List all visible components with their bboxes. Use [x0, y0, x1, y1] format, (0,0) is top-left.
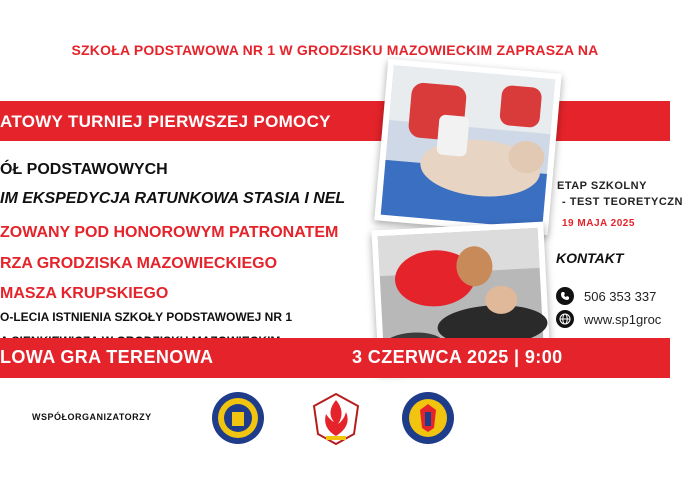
tournament-title: ATOWY TURNIEJ PIERWSZEJ POMOCY	[0, 112, 331, 131]
info-line-1: ÓŁ PODSTAWOWYCH	[0, 161, 168, 178]
contact-website[interactable]: www.sp1groc	[584, 311, 662, 327]
info-line-6: O-LECIA ISTNIENIA SZKOŁY PODSTAWOWEJ NR 1	[0, 310, 293, 324]
stage-label: ETAP SZKOLNY	[557, 180, 647, 192]
stage-date: 19 MAJA 2025	[562, 218, 635, 229]
contact-phone-row[interactable]	[556, 286, 656, 306]
phone-icon	[556, 287, 574, 305]
contact-website-row[interactable]	[556, 309, 661, 329]
event-title: LOWA GRA TERENOWA	[0, 347, 214, 367]
fire-department-logo	[308, 390, 364, 446]
cpr-photo	[374, 59, 561, 236]
globe-icon	[556, 310, 574, 328]
info-line-3: ZOWANY POD HONOROWYM PATRONATEM	[0, 224, 339, 241]
contact-title: KONTAKT	[556, 250, 624, 266]
school-logo	[210, 390, 266, 446]
info-line-5: MASZA KRUPSKIEGO	[0, 285, 169, 302]
event-date: 3 CZERWCA 2025 | 9:00	[352, 347, 563, 367]
headline: SZKOŁA PODSTAWOWA NR 1 W GRODZISKU MAZOWIECKIM ZAPRASZA NA	[71, 42, 599, 58]
osp-grodzisk-logo	[400, 390, 456, 446]
info-line-2: IM EKSPEDYCJA RATUNKOWA STASIA I NEL	[0, 190, 346, 207]
stage-subtitle: - TEST TEORETYCZN	[562, 196, 683, 208]
contact-phone[interactable]: 506 353 337	[584, 288, 657, 304]
info-line-4: RZA GRODZISKA MAZOWIECKIEGO	[0, 255, 278, 272]
coorganizers-label: WSPÓŁORGANIZATORZY	[32, 412, 152, 422]
